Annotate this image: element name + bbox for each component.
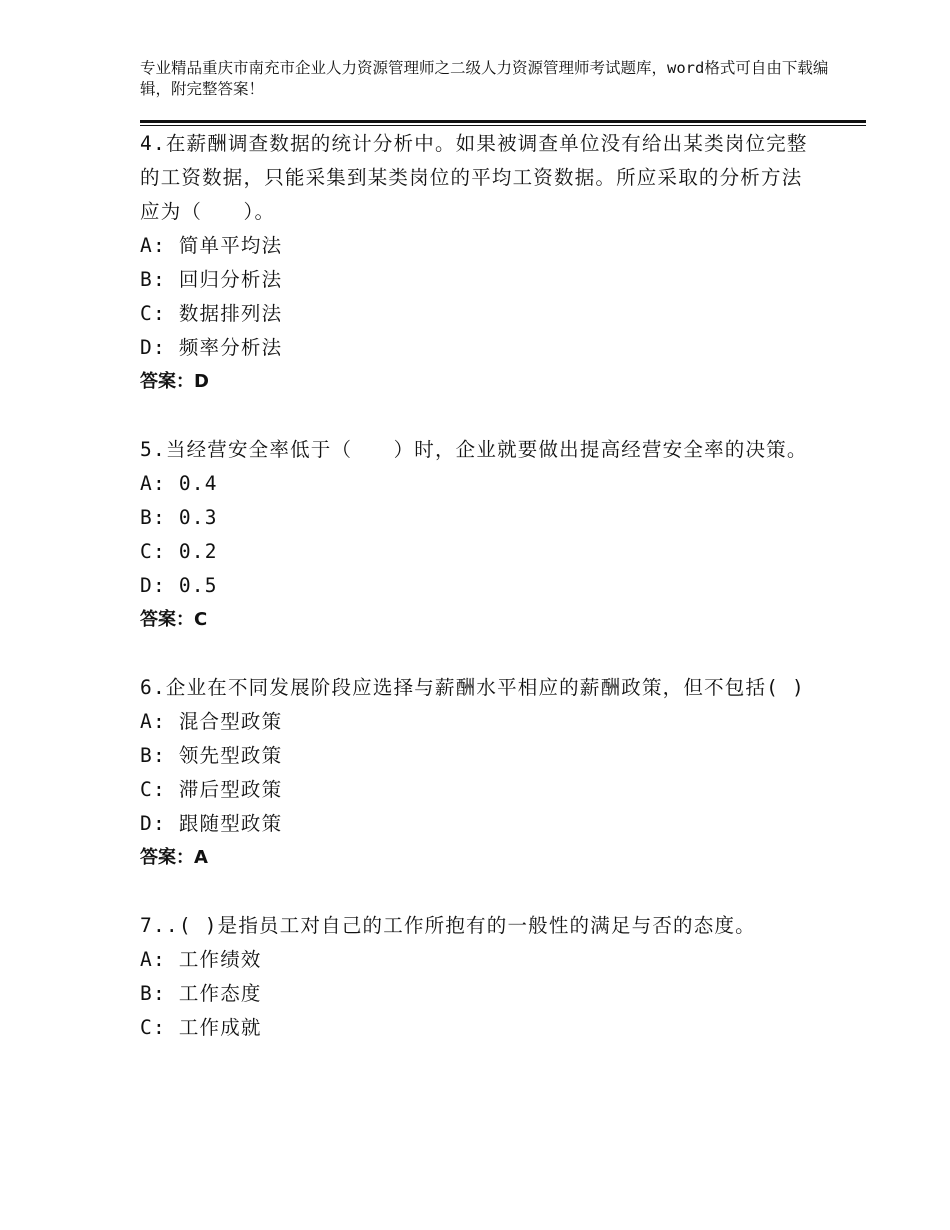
spacer — [140, 399, 810, 433]
document-header: 专业精品重庆市南充市企业人力资源管理师之二级人力资源管理师考试题库，word格式可自由下载编辑，附完整答案！ — [140, 59, 829, 98]
option-a: A: 简单平均法 — [140, 234, 283, 257]
question-item — [140, 671, 810, 875]
answer: 答案：A — [140, 847, 208, 868]
question-item — [140, 127, 810, 399]
answer: 答案：D — [140, 371, 209, 392]
question-item — [140, 909, 810, 1045]
option-d: D: 0.5 — [140, 574, 218, 597]
option-a: A: 工作绩效 — [140, 948, 262, 971]
option-a: A: 混合型政策 — [140, 710, 283, 733]
option-d: D: 频率分析法 — [140, 336, 283, 359]
option-b: B: 工作态度 — [140, 982, 262, 1005]
option-b: B: 回归分析法 — [140, 268, 283, 291]
spacer — [140, 875, 810, 909]
option-a: A: 0.4 — [140, 472, 218, 495]
option-c: C: 0.2 — [140, 540, 218, 563]
question-list — [140, 127, 810, 1045]
question-stem: 6.企业在不同发展阶段应选择与薪酬水平相应的薪酬政策，但不包括( ) — [140, 676, 806, 699]
header-rule-thin — [140, 125, 866, 126]
option-b: B: 0.3 — [140, 506, 218, 529]
answer: 答案：C — [140, 609, 208, 630]
question-stem: 7..( )是指员工对自己的工作所抱有的一般性的满足与否的态度。 — [140, 914, 756, 937]
option-b: B: 领先型政策 — [140, 744, 283, 767]
header-rule-thick — [140, 120, 866, 123]
question-item — [140, 433, 810, 637]
question-stem: 4.在薪酬调查数据的统计分析中。如果被调查单位没有给出某类岗位完整的工资数据，只能采集到某类岗位的平均工资数据。所应采取的分析方法应为（ ）。 — [140, 132, 808, 223]
spacer — [140, 637, 810, 671]
option-c: C: 工作成就 — [140, 1016, 262, 1039]
option-c: C: 数据排列法 — [140, 302, 283, 325]
option-d: D: 跟随型政策 — [140, 812, 283, 835]
question-stem: 5.当经营安全率低于（ ）时，企业就要做出提高经营安全率的决策。 — [140, 438, 808, 461]
option-c: C: 滞后型政策 — [140, 778, 283, 801]
